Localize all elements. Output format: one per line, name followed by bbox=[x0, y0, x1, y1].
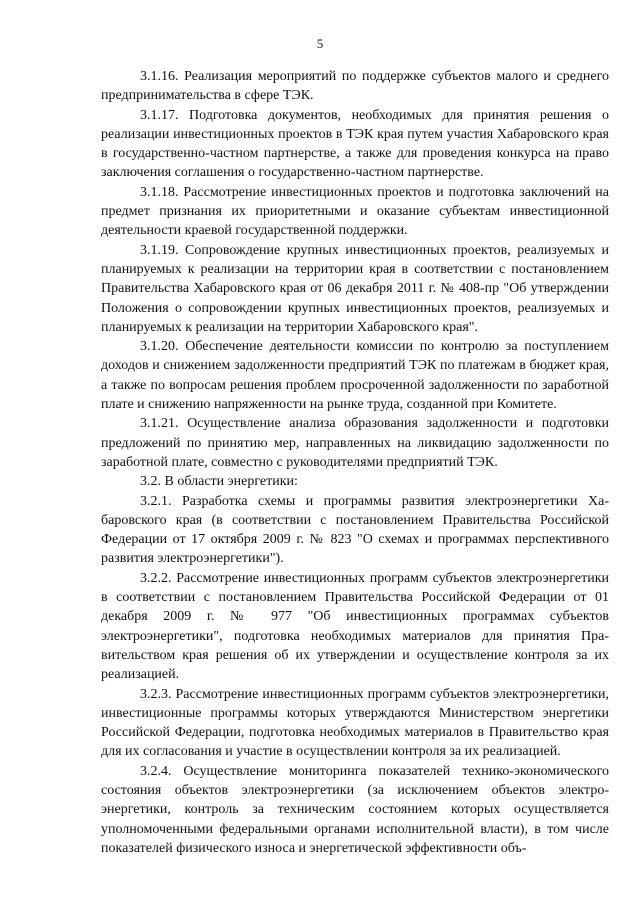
paragraph-3-2-4: 3.2.4. Осуществление мониторинга показателей технико-экономического состояния объектов электроэнергетики (за исключением объектов электроэнергетики, контроль за техническим состоянием которых осуществляется уполномоченными федеральными органами исполнительной власти), в том числе показателей физического износа и энергетической эффективности объ- bbox=[101, 763, 609, 856]
paragraph-3-1-20: 3.1.20. Обеспечение деятельности комиссии по контролю за поступлением доходов и снижением задолженности предприятий ТЭК по платежам в бюджет края, а также по вопросам решения проблем просроченной задолженности по заработной плате и снижению напряженности на рынке труда, созданной при Комитете. bbox=[101, 339, 609, 413]
paragraph-3-1-19: 3.1.19. Сопровождение крупных инвестиционных проектов, реализуемых и планируемых к реализации на территории края в соответствии с постановлением Правительства Хабаровского края от 06 декабря 2011 г. № 408-пр "Об утверждении Положения о сопровождении крупных инвестиционных проектов, реализуемых и планируемых к реализации на территории Хабаровского края". bbox=[101, 242, 609, 335]
paragraph-3-2-3: 3.2.3. Рассмотрение инвестиционных программ субъектов электроэнергетики, инвестиционные программы которых утверждаются Министерством энергетики Российской Федерации, подготовка необходимых материалов в Правительство края для их согласования и участие в осуществлении контроля за их реализацией. bbox=[101, 686, 609, 760]
page-number: 5 bbox=[316, 36, 324, 51]
paragraph-3-2-2: 3.2.2. Рассмотрение инвестиционных программ субъектов электроэнергетики в соответствии с постановлением Правительства Российской Федерации от 01 декабря 2009 г. № 977 "Об инвестиционных программах субъектов электроэнергетики", подготовка необходимых материалов для принятия Правительством края решения об их утверждении и осуществление контроля за их реализацией. bbox=[101, 570, 609, 683]
paragraph-3-2-1: 3.2.1. Разработка схемы и программы развития электроэнергетики Хабаровского края (в соответствии с постановлением Правительства Российской Федерации от 17 октября 2009 г. № 823 "О схемах и программах перспективного развития электроэнергетики"). bbox=[101, 493, 609, 567]
document-body bbox=[101, 67, 609, 858]
paragraph-3-1-16: 3.1.16. Реализация мероприятий по поддержке субъектов малого и среднего предпринимательства в сфере ТЭК. bbox=[101, 69, 609, 104]
paragraph-3-1-17: 3.1.17. Подготовка документов, необходимых для принятия решения о реализации инвестиционных проектов в ТЭК края путем участия Хабаровского края в государственно-частном партнерстве, а также для проведения конкурса на право заключения соглашения о государственно-частном партнерстве. bbox=[101, 107, 609, 181]
section-heading-3-2: 3.2. В области энергетики: bbox=[140, 474, 298, 490]
paragraph-3-1-21: 3.1.21. Осуществление анализа образования задолженности и подготовки предложений по принятию мер, направленных на ликвидацию задолженности по заработной плате, совместно с руководителями предприятий ТЭК. bbox=[101, 416, 609, 470]
paragraph-3-1-18: 3.1.18. Рассмотрение инвестиционных проектов и подготовка заключений на предмет признания их приоритетными и оказание субъектам инвестиционной деятельности краевой государственной поддержки. bbox=[101, 184, 609, 239]
